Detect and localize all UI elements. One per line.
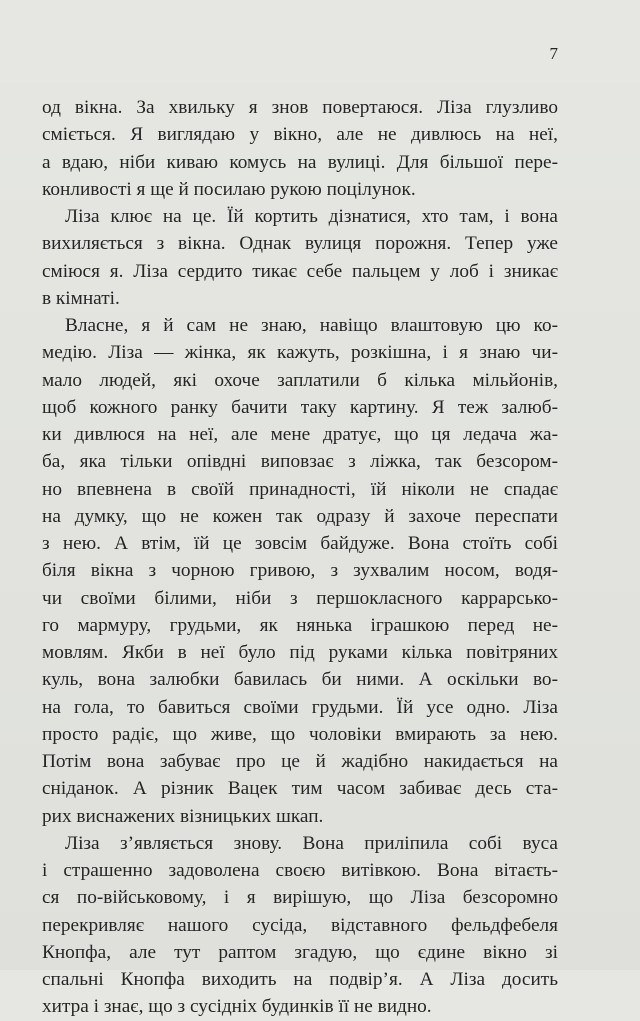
text-line: сміюся я. Ліза сердито тикає себе пальцем у лоб і зникає xyxy=(42,260,558,282)
text-line: сніданок. А різник Вацек тим часом забиває десь ста- xyxy=(42,778,558,800)
text-line: Ліза з’являється знову. Вона приліпила собі вуса xyxy=(65,832,558,854)
text-line: куль, вона залюбки бавилась би ними. А оскільки во- xyxy=(42,669,558,691)
text-line: в кімнаті. xyxy=(42,287,120,309)
text-line: і страшенно задоволена своєю витівкою. Вона вітаєть- xyxy=(42,860,558,881)
text-line: го мармуру, грудьми, як нянька іграшкою перед не- xyxy=(42,614,558,636)
page-number: 7 xyxy=(549,44,558,63)
text-line: Ліза клює на це. Їй кортить дізнатися, хто там, і вона xyxy=(65,206,558,227)
text-line: рих виснажених візницьких шкап. xyxy=(42,805,324,827)
text-line: ся по-військовому, і я вирішую, що Ліза безсоромно xyxy=(42,887,558,909)
text-line: спальні Кнопфа виходить на подвір’я. А Ліза досить xyxy=(42,969,558,990)
text-line: просто радіє, що живе, що чоловіки вмирають за нею. xyxy=(42,723,558,745)
text-line: чи своїми білими, ніби з першокласного каррарсько- xyxy=(42,587,558,609)
text-line: Власне, я й сам не знаю, навіщо влаштовую цю ко- xyxy=(65,315,558,336)
text-line: перекривляє нашого сусіда, відставного фельдфебеля xyxy=(42,914,558,936)
text-line: од вікна. За хвильку я знов повертаюся. Ліза глузливо xyxy=(42,97,558,118)
text-line: ки дивлюся на неї, але мене дратує, що ця ледача жа- xyxy=(42,424,558,445)
paragraph xyxy=(42,312,558,830)
text-line: ба, яка тільки опівдні виповзає з ліжка, так безсором- xyxy=(42,451,558,473)
text-line: а вдаю, ніби киваю комусь на вулиці. Для більшої пере- xyxy=(42,151,558,173)
text-line: на думку, що не кожен так одразу й захоче переспати xyxy=(42,505,558,527)
text-line: на гола, то бавиться своїми грудьми. Їй усе одно. Ліза xyxy=(42,696,558,718)
text-line: мало людей, які охоче заплатили б кілька мільйонів, xyxy=(42,369,558,391)
text-line: но впевнена в своїй принадності, їй ніколи не спадає xyxy=(42,478,558,500)
paragraph xyxy=(42,94,558,203)
text-line: сміється. Я виглядаю у вікно, але не дивлюсь на неї, xyxy=(42,124,558,146)
paragraph xyxy=(42,203,558,312)
text-line: біля вікна з чорною гривою, з зухвалим носом, водя- xyxy=(42,560,558,582)
text-line: Потім вона забуває про це й жадібно накидається на xyxy=(42,751,558,772)
text-line: вихиляється з вікна. Однак вулиця порожня. Тепер уже xyxy=(42,233,558,255)
text-line: мовлям. Якби в неї було під руками кілька повітряних xyxy=(42,642,558,663)
text-line: медію. Ліза — жінка, як кажуть, розкішна, і я знаю чи- xyxy=(42,342,558,364)
text-line: конливості я ще й посилаю рукою поцілунок. xyxy=(42,178,416,200)
paragraph xyxy=(42,830,558,1021)
text-line: хитра і знає, що з сусідніх будинків її не видно. xyxy=(42,996,432,1018)
text-line: щоб кожного ранку бачити таку картину. Я теж залюб- xyxy=(42,396,558,418)
body-text xyxy=(42,94,558,1021)
text-line: з нею. А втім, їй це зовсім байдуже. Вона стоїть собі xyxy=(42,533,558,554)
text-line: Кнопфа, але тут раптом згадую, що єдине вікно зі xyxy=(42,941,558,963)
